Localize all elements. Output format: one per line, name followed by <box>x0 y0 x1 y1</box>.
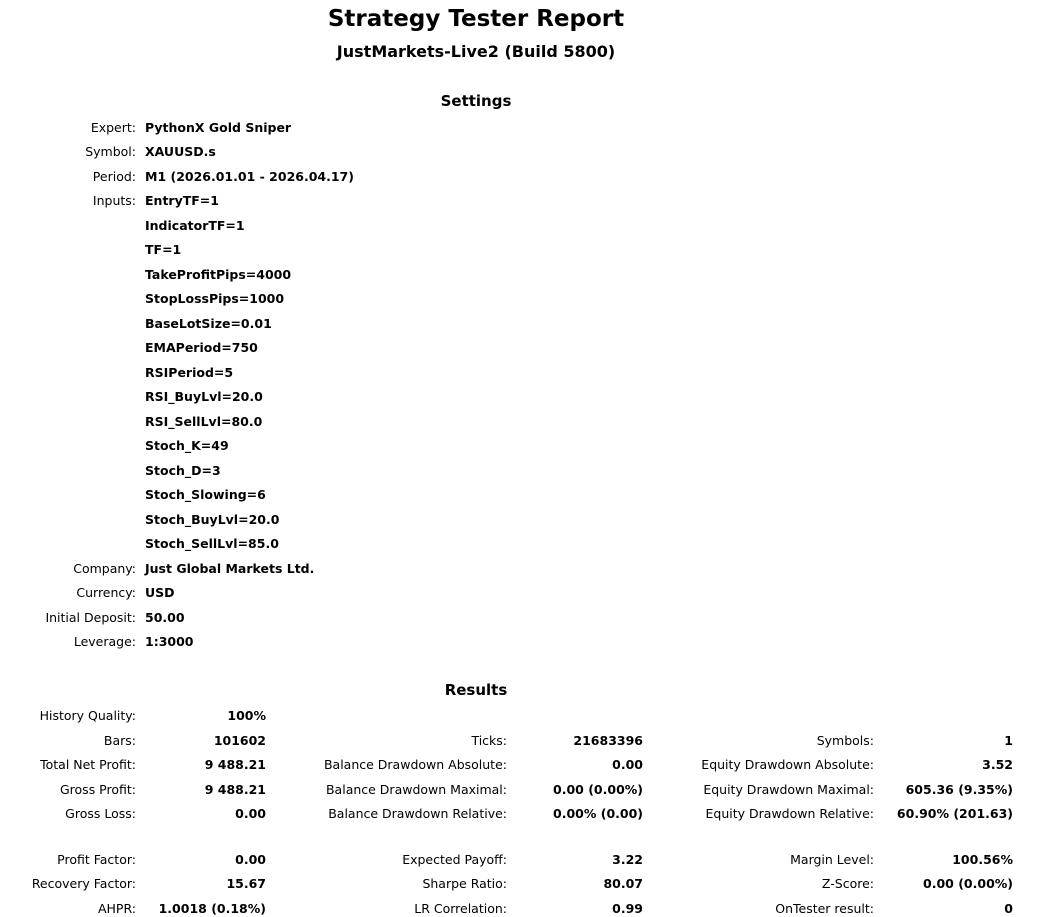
balance-dd-max-label: Balance Drawdown Maximal: <box>325 782 507 797</box>
ontester-value: 0 <box>1004 901 1013 916</box>
settings-heading: Settings <box>440 92 512 110</box>
input-item: Stoch_Slowing=6 <box>145 487 266 502</box>
lr-correlation-label: LR Correlation: <box>414 901 507 916</box>
bars-value: 101602 <box>213 733 266 748</box>
input-item: StopLossPips=1000 <box>145 291 285 306</box>
input-item: RSIPeriod=5 <box>145 365 234 380</box>
input-item: TakeProfitPips=4000 <box>145 267 292 282</box>
sharpe-ratio-value: 80.07 <box>603 876 643 891</box>
results-heading: Results <box>444 681 508 699</box>
equity-dd-max-label: Equity Drawdown Maximal: <box>703 782 874 797</box>
input-item: EntryTF=1 <box>145 193 219 208</box>
expert-label: Expert: <box>90 120 136 135</box>
recovery-factor-value: 15.67 <box>226 876 266 891</box>
sharpe-ratio-label: Sharpe Ratio: <box>422 876 507 891</box>
input-item: EMAPeriod=750 <box>145 340 258 355</box>
symbol-label: Symbol: <box>85 144 136 159</box>
profit-factor-label: Profit Factor: <box>57 852 136 867</box>
period-label: Period: <box>92 169 136 184</box>
gross-profit-label: Gross Profit: <box>59 782 136 797</box>
ontester-label: OnTester result: <box>775 901 874 916</box>
deposit-value: 50.00 <box>145 610 185 625</box>
z-score-label: Z-Score: <box>821 876 874 891</box>
recovery-factor-label: Recovery Factor: <box>31 876 136 891</box>
z-score-value: 0.00 (0.00%) <box>923 876 1013 891</box>
margin-level-label: Margin Level: <box>790 852 874 867</box>
leverage-value: 1:3000 <box>145 634 194 649</box>
gross-profit-value: 9 488.21 <box>204 782 266 797</box>
inputs-label: Inputs: <box>92 193 136 208</box>
gross-loss-value: 0.00 <box>235 806 266 821</box>
balance-dd-abs-value: 0.00 <box>612 757 643 772</box>
currency-value: USD <box>145 585 175 600</box>
input-item: Stoch_SellLvl=85.0 <box>145 536 279 551</box>
total-net-profit-label: Total Net Profit: <box>40 757 136 772</box>
history-quality-label: History Quality: <box>39 708 136 723</box>
input-item: TF=1 <box>145 242 182 257</box>
company-value: Just Global Markets Ltd. <box>145 561 315 576</box>
equity-dd-max-value: 605.36 (9.35%) <box>905 782 1013 797</box>
gross-loss-label: Gross Loss: <box>65 806 136 821</box>
ticks-label: Ticks: <box>471 733 507 748</box>
equity-dd-rel-value: 60.90% (201.63) <box>896 806 1013 821</box>
input-item: RSI_SellLvl=80.0 <box>145 414 263 429</box>
balance-dd-rel-value: 0.00% (0.00) <box>553 806 643 821</box>
currency-label: Currency: <box>76 585 136 600</box>
lr-correlation-value: 0.99 <box>612 901 643 916</box>
equity-dd-abs-label: Equity Drawdown Absolute: <box>701 757 874 772</box>
balance-dd-rel-label: Balance Drawdown Relative: <box>328 806 507 821</box>
profit-factor-value: 0.00 <box>235 852 266 867</box>
ticks-value: 21683396 <box>573 733 643 748</box>
input-item: Stoch_BuyLvl=20.0 <box>145 512 280 527</box>
company-label: Company: <box>73 561 136 576</box>
history-quality-value: 100% <box>227 708 266 723</box>
ahpr-label: AHPR: <box>97 901 136 916</box>
report-title: Strategy Tester Report <box>327 6 625 32</box>
input-item: RSI_BuyLvl=20.0 <box>145 389 263 404</box>
report-subtitle: JustMarkets-Live2 (Build 5800) <box>336 42 616 61</box>
margin-level-value: 100.56% <box>952 852 1013 867</box>
input-item: BaseLotSize=0.01 <box>145 316 272 331</box>
total-net-profit-value: 9 488.21 <box>204 757 266 772</box>
bars-label: Bars: <box>103 733 136 748</box>
balance-dd-abs-label: Balance Drawdown Absolute: <box>323 757 507 772</box>
ahpr-value: 1.0018 (0.18%) <box>158 901 266 916</box>
balance-dd-max-value: 0.00 (0.00%) <box>553 782 643 797</box>
equity-dd-rel-label: Equity Drawdown Relative: <box>705 806 874 821</box>
expected-payoff-label: Expected Payoff: <box>402 852 507 867</box>
expert-value: PythonX Gold Sniper <box>145 120 292 135</box>
leverage-label: Leverage: <box>73 634 136 649</box>
input-item: Stoch_K=49 <box>145 438 229 453</box>
expected-payoff-value: 3.22 <box>612 852 643 867</box>
input-item: IndicatorTF=1 <box>145 218 245 233</box>
symbols-value: 1 <box>1004 733 1013 748</box>
symbol-value: XAUUSD.s <box>145 144 216 159</box>
period-value: M1 (2026.01.01 - 2026.04.17) <box>145 169 354 184</box>
symbols-label: Symbols: <box>816 733 874 748</box>
deposit-label: Initial Deposit: <box>45 610 136 625</box>
input-item: Stoch_D=3 <box>145 463 221 478</box>
equity-dd-abs-value: 3.52 <box>982 757 1013 772</box>
